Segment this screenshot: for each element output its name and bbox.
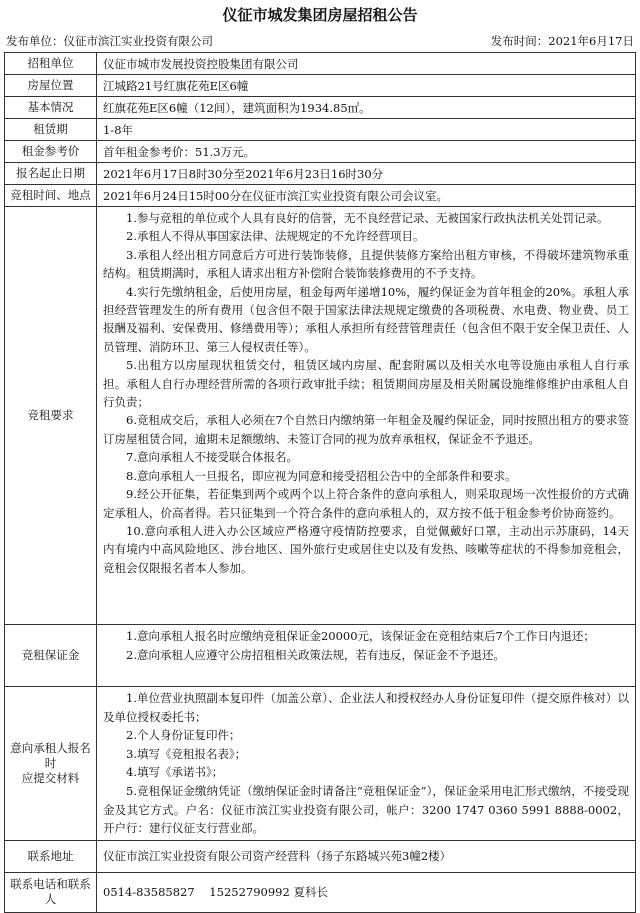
material-item: 5.竞租保证金缴纳凭证（缴纳保证金时请备注“竞租保证金”），保证金采用电汇形式缴纳，不接受现金及其它方式。户名：仪征市滨江实业投资有限公司，帐户：3200 1747 0360 5991 8888-0002，开户行：建行仪征支行营业部。 xyxy=(103,783,629,836)
row-bidding xyxy=(5,185,636,207)
deposit-item: 1.意向承租人报名时应缴纳竞租保证金20000元，该保证金在竞租结束后7个工作日内退还； xyxy=(126,629,595,643)
requirement-item: 8.意向承租人一旦报名，即应视为同意和接受招租公告中的全部条件和要求。 xyxy=(126,468,517,483)
row-location xyxy=(5,75,636,97)
materials-list xyxy=(97,687,636,841)
requirement-item: 1.参与竞租的单位或个人具有良好的信誉，无不良经营记录、无被国家行政执法机关处罚记录。 xyxy=(126,211,609,225)
row-label xyxy=(5,687,97,841)
row-label: 报名起止日期 xyxy=(5,163,97,185)
row-value: 江城路21号红旗花苑E区6幢 xyxy=(97,75,636,97)
requirement-item: 2.承租人不得从事国家法律、法规规定的不允许经营项目。 xyxy=(126,229,425,244)
row-deposit xyxy=(5,625,636,687)
publisher: 发布单位：仪征市滨江实业投资有限公司 xyxy=(6,34,213,48)
row-label: 租赁期 xyxy=(5,119,97,141)
row-contact-address xyxy=(5,840,636,872)
material-item: 1.单位营业执照副本复印件（加盖公章）、企业法人和授权经办人身份证复印件（提交原件核对）以及单位授权委托书； xyxy=(103,691,629,724)
row-materials xyxy=(5,687,636,841)
row-period xyxy=(5,119,636,141)
row-contact-phone xyxy=(5,872,636,912)
row-label: 招租单位 xyxy=(5,53,97,75)
row-lessor xyxy=(5,53,636,75)
row-label: 竞租保证金 xyxy=(5,625,97,687)
material-item: 4.填写《承诺书》； xyxy=(126,765,224,780)
row-label: 基本情况 xyxy=(5,97,97,119)
requirement-item: 4.实行先缴纳租金，后使用房屋，租金每两年递增10%，履约保证金为首年租金的20%。承租人承担经营管理发生的所有费用（包含但不限于国家法律法规规定缴费的各项税费、水电费、物业费、员工报酬及福利、安保费用、修缮费用等）；承租人承担所有经营管理责任（包含但不限于安全保卫责任、人员管理、消防环卫、第三人侵权责任等）。 xyxy=(103,284,629,354)
row-value: 2021年6月24日15时00分在仪征市滨江实业投资有限公司会议室。 xyxy=(97,185,636,207)
row-signup xyxy=(5,163,636,185)
row-label: 竞租时间、地点 xyxy=(5,185,97,207)
label-line: 应提交材料 xyxy=(21,770,80,785)
announcement-title: 仪征市城发集团房屋招租公告 xyxy=(222,6,418,24)
publish-date: 发布时间：2021年6月17日 xyxy=(490,34,634,48)
info-table xyxy=(4,52,636,913)
row-value: 仪征市城市发展投资控股集团有限公司 xyxy=(97,53,636,75)
requirements-list xyxy=(97,207,636,625)
deposit-item: 2.意向承租人应遵守公房招租相关政策法规，若有违反，保证金不予退还。 xyxy=(126,647,505,662)
deposit-list xyxy=(97,625,636,687)
row-label: 竞租要求 xyxy=(5,207,97,625)
row-label: 房屋位置 xyxy=(5,75,97,97)
requirement-item: 7.意向承租人不接受联合体报名。 xyxy=(126,450,298,465)
row-value: 仪征市滨江实业投资有限公司资产经营科（扬子东路城兴苑3幢2楼） xyxy=(97,840,636,872)
row-label: 租金参考价 xyxy=(5,141,97,163)
publish-info xyxy=(4,30,636,52)
row-value: 红旗花苑E区6幢（12间），建筑面积为1934.85㎡。 xyxy=(97,97,636,119)
row-value: 0514-83585827 15252790992 夏科长 xyxy=(97,872,636,912)
requirement-item: 10.意向承租人进入办公区域应严格遵守疫情防控要求，自觉佩戴好口罩，主动出示苏康码，14天内有境内中高风险地区、涉台地区、国外旅行史或居住史以及有发热、咳嗽等症状的不得参加竞租会，竞租会仅限报名者本人参加。 xyxy=(103,523,629,575)
requirement-item: 9.经公开征集，若征集到两个或两个以上符合条件的意向承租人，则采取现场一次性报价的方式确定承租人，价高者得。若只征集到一个符合条件的意向承租人的，双方按不低于租金参考价协商签约。 xyxy=(103,487,629,520)
material-item: 3.填写《竞租报名表》； xyxy=(126,746,247,761)
label-line: 意向承租人报名时 xyxy=(10,740,91,770)
row-label: 联系地址 xyxy=(5,840,97,872)
row-requirements xyxy=(5,207,636,625)
material-item: 2.个人身份证复印件； xyxy=(126,728,241,743)
requirement-item: 5.出租方以房屋现状租赁交付，租赁区域内房屋、配套附属以及相关水电等设施由承租人自行承担。承租人自行办理经营所需的各项行政审批手续；租赁期间房屋及相关附属设施维修维护由承租人自行负责； xyxy=(103,358,629,410)
requirement-item: 6.竞租成交后，承租人必须在7个自然日内缴纳第一年租金及履约保证金，同时按照出租方的要求签订房屋租赁合同，逾期未足额缴纳、未签订合同的视为放弃承租权，保证金不予退还。 xyxy=(103,413,629,446)
row-price xyxy=(5,141,636,163)
row-value: 1-8年 xyxy=(97,119,636,141)
requirement-item: 3.承租人经出租方同意后方可进行装饰装修，且提供装修方案给出租方审核，不得破坏建筑物承重结构。租赁期满时，承租人请求出租方补偿附合装饰装修费用的不予支持。 xyxy=(103,247,629,281)
row-value: 首年租金参考价：51.3万元。 xyxy=(97,141,636,163)
row-basic xyxy=(5,97,636,119)
row-value: 2021年6月17日8时30分至2021年6月23日16时30分 xyxy=(97,163,636,185)
row-label: 联系电话和联系人 xyxy=(5,872,97,912)
